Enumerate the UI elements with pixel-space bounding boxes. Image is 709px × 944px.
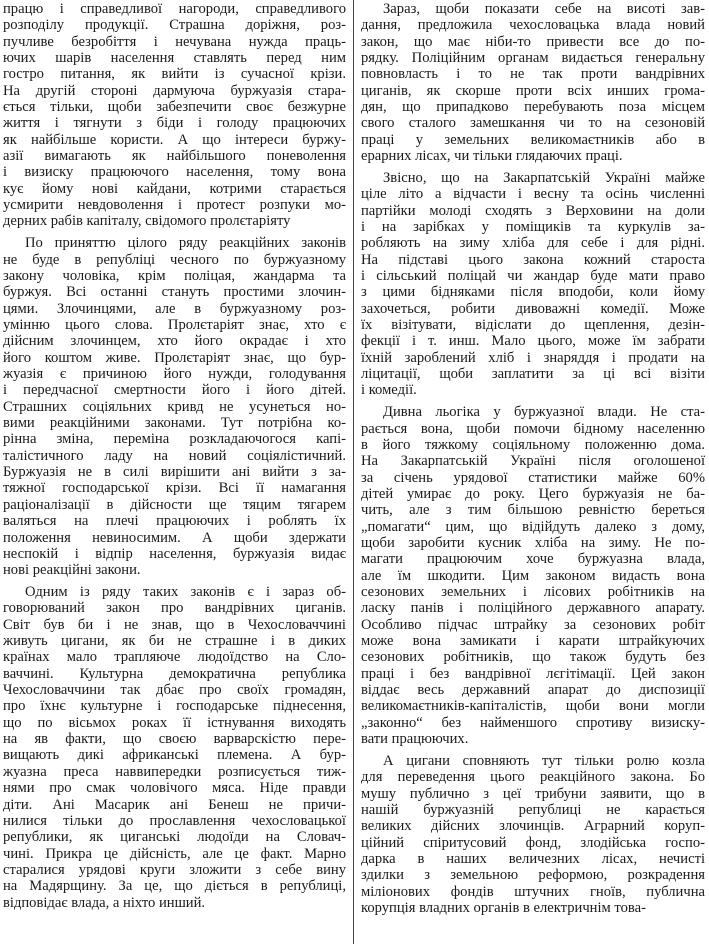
text-line: неспокій і відпір населення, буржуазія видає (3, 545, 346, 562)
paragraph (3, 1, 346, 230)
text-line: дян, що припадково перебувають поза місцем (361, 99, 705, 116)
text-line: ючих шарів населення ставлять перед ним (3, 50, 346, 67)
text-line: ерарних лісах, чи тільки глядаючих праці. (361, 148, 623, 165)
text-line: в його тяжкому соціяльному положенню дома. (361, 436, 705, 453)
text-line: фекції і т. инш. Мало цього, може їм забрати (361, 333, 705, 350)
text-line: нилися тільки до прославлення чехословацької (3, 812, 346, 829)
text-line: закон, що має ніби-то привести все до по- (361, 33, 705, 50)
text-line: Одним із ряду таких законів є і зараз об- (25, 584, 346, 601)
text-line: „законно“ без найменшого спротиву визиску- (361, 714, 705, 731)
paragraph (3, 235, 346, 578)
text-line: працю і справедливої нагороди, справедливого (3, 1, 346, 17)
text-line: Буржуазія не в силі вирішити ані вийти з за- (3, 464, 346, 481)
text-line: ліцитації, щоби заплатити за ці всі візіти (361, 366, 705, 383)
paragraph (361, 753, 705, 916)
text-line: і комедії. (361, 382, 417, 399)
text-line: талістичного ладу на новий соціялістичний. (3, 447, 346, 464)
text-line: Страшних соціяльних кривд не усунеться но- (3, 398, 346, 415)
text-line: раціоналізації в дійсности ще тяцим тягарем (3, 496, 346, 513)
text-line: жуазна преса наввипередки розписується тиж- (3, 763, 346, 780)
text-line: рається вона, щоби помочи бідному населенню (361, 420, 705, 437)
text-line: його коштом живе. Пролєтаріят знає, що бур- (3, 349, 346, 366)
text-line: діти. Ані Масарик ані Бенеш не причи- (3, 796, 346, 813)
text-line: розподілу продукції. Страшна доріжня, роз- (3, 17, 346, 34)
text-line: чить, але з тим більшою ревністю береться (361, 502, 705, 519)
text-line: вими реакційними законами. Тут потрібна ко- (3, 415, 346, 432)
text-line: На підставі цього закона кожний староста (361, 251, 705, 268)
text-line: гостро питання, як вийти із сучасної крізи. (3, 66, 346, 83)
text-line: живуть цигани, як би не страшне і в диких (3, 633, 346, 650)
text-line: свого сталого замешкання чи то на сезоновій (361, 115, 705, 132)
text-line: Дивна льогіка у буржуазної влади. Не ста- (383, 404, 705, 421)
text-line: дійсним злочинцем, хто його окрадає і хто (3, 333, 346, 350)
text-line: азії вимагають як найбільшого поневолення (3, 148, 346, 165)
text-line: щоби заробити кусник хліба на зиму. Не по- (361, 535, 705, 551)
text-line: і на зарібках у поміщиків та куркулів за- (361, 218, 705, 235)
text-line: кує йому нові кайдани, котрими старається (3, 180, 346, 197)
text-line: чині. Прикра це дійсність, але це факт. Марно (3, 845, 346, 862)
left-column (3, 1, 346, 916)
text-line: Звісно, що на Закарпатській Україні майже (383, 169, 705, 186)
text-line: дання, предложила чехословацька влада новий (361, 17, 705, 34)
text-line: Чехословаччини так дбає про своїх громадян, (3, 682, 346, 699)
text-line: А цигани сповняють тут тільки ролю козла (383, 752, 705, 769)
paragraph (361, 170, 705, 399)
text-line: захочеться, робити дивоважні комедії. Може (361, 300, 705, 317)
text-line: Особливо підчас штрайку за сезонових робіт (361, 616, 705, 633)
text-line: сезонових робітників, що також будуть без (361, 649, 705, 666)
text-line: закону чоловіка, крім поліцая, жандарма та (3, 268, 346, 284)
text-line: праці у земельних великомаєтників або в (361, 131, 705, 148)
text-line: „помагати“ цим, що відійдуть далеко з дому, (361, 518, 705, 535)
text-line: магати працюючим хоче буржуазна влада, (361, 551, 705, 568)
text-line: ціле літо а відчасти і весну та осінь численні (361, 186, 705, 203)
text-line: віддає весь державний апарат до диспозиції (361, 682, 705, 699)
text-line: і сільський поліцай чи жандар буде мати право (361, 268, 705, 284)
text-line: циганів, як скорше проти всіх инших грома- (361, 82, 705, 99)
text-line: положення невиносимим. А щоби здержати (3, 529, 346, 546)
text-line: буржуя. Всі останні стануть простими злочин- (3, 284, 346, 301)
text-line: їх візітувати, відіслати до щеплення, дезін- (361, 317, 705, 334)
text-line: для переведення цього реакційного закона. Бо (361, 769, 705, 786)
text-line: як найбільше користи. А що інтереси буржу- (3, 131, 346, 148)
text-line: На Закарпатській Україні після оголошеної (361, 453, 705, 470)
text-line: По приняттю цілого ряду реакційних законів (25, 235, 346, 252)
text-line: на Мадярщину. За це, що діється в републиці, (3, 878, 346, 895)
text-line: за січень урядової статистики майже 60% (361, 469, 705, 486)
text-line: вати працюючих. (361, 731, 469, 748)
paragraph (361, 404, 705, 747)
text-line: що по вісьмох роках її істнування виходять (3, 714, 346, 731)
text-line: вищають дикі африканські племена. А бур- (3, 747, 346, 764)
text-line: рядку. Поліційним органам видається генеральну (361, 50, 705, 67)
text-line: але їм шкодити. Цим законом видасть вона (361, 567, 705, 584)
text-line: нашій буржуазній републиці не карається (361, 802, 705, 818)
text-line: ється тільки, щоби забезпечити своє безжурне (3, 99, 346, 116)
text-line: усмирити невдоволення і протест розпуки мо- (3, 197, 346, 214)
text-line: рінна зміна, переміна розкладаючогося капі- (3, 431, 346, 448)
text-line: умінню цього слова. Пролєтаріят знає, хто є (3, 317, 346, 334)
text-line: партійки молоді сходять з Верховини на доли (361, 202, 705, 219)
text-line: на яв факти, що своєю варварскістю пере- (3, 731, 346, 748)
text-line: може вона замикати і карати штрайкуючих (361, 633, 705, 650)
text-line: корупція владних органів в електричнім това- (361, 900, 646, 917)
text-line: і визиску працюючого населення, тому вона (3, 164, 346, 181)
text-line: Зараз, щоби показати себе на висоті зав- (383, 1, 705, 17)
text-line: валяться на плечі працюючих і роблять їх (3, 513, 346, 530)
text-line: ласку панів і поліційного державного апарату. (361, 600, 705, 617)
text-line: не буде в републіці чесного по буржуазному (3, 251, 346, 268)
text-line: дерних рабів капіталу, свідомого пролєтаріяту (3, 213, 291, 230)
text-line: про їхнє культурне і господарське піднесення, (3, 698, 346, 715)
text-line: великомаєтників-капіталістів, щоби вони могли (361, 698, 705, 715)
text-line: тяжної господарської крізи. Всі її намагання (3, 480, 346, 497)
right-column (361, 1, 705, 922)
text-line: републики, як циганські людоїди на Словач- (3, 829, 346, 846)
text-line: праці і без вандрівної лєгітімації. Цей закон (361, 665, 705, 682)
text-line: дітей умирає до року. Цего буржуазія не ба- (361, 485, 705, 502)
text-line: і передчасної смертности його і його дітей. (3, 382, 346, 399)
text-line: повновласть і то не так проти вандрівних (361, 66, 705, 83)
text-line: дарка в наших величезних лісах, нечисті (361, 851, 705, 868)
text-line: країнах мало трапляюче людоїдство на Сло- (3, 649, 346, 666)
text-line: цями. Злочинцями, але в буржуазному роз- (3, 300, 346, 317)
text-line: пучливе безробіття і нечувана нужда праць- (3, 33, 346, 50)
text-line: робляють на зиму хліба для себе і для рідні. (361, 235, 705, 252)
text-line: здилки з земельною реформою, розкрадення (361, 867, 705, 884)
text-line: міліонових фондів штучних гноїв, публична (361, 883, 705, 900)
text-line: ційний спіритусовий фонд, злодійська госпо- (361, 834, 705, 851)
text-line: нові реакційні закони. (3, 562, 141, 579)
text-line: сезонових земельних і лісових робітників на (361, 584, 705, 601)
text-line: жуазія є причиною його нужди, голодування (3, 366, 346, 383)
text-line: старалися урядові круги зложити з себе вину (3, 861, 346, 878)
paragraph (3, 584, 346, 911)
paragraph (361, 1, 705, 164)
text-line: ваччині. Культурна демократична република (3, 665, 346, 682)
text-line: Світ був би і не знав, що в Чехословаччині (3, 616, 346, 633)
text-line: говорюваний закон про вандрівних циганів. (3, 600, 346, 617)
text-line: відповідає влада, а ніхто инший. (3, 894, 206, 911)
text-line: нями про смак чоловічого мяса. Ніде правди (3, 780, 346, 797)
text-line: великих дійсних злочинців. Аграрний коруп- (361, 818, 705, 835)
text-line: На другій стороні дармуюча буржуазія стара- (3, 82, 346, 99)
text-line: мушу публично з цеї трибуни заявити, що в (361, 785, 705, 802)
column-divider (353, 0, 354, 944)
text-line: їхній зароблений хліб і знаряддя і продати на (361, 349, 705, 366)
text-line: життя і тягнути з біди і голоду працюючих (3, 115, 346, 132)
text-line: з цими бідняками після вподоби, коли йому (361, 284, 705, 301)
